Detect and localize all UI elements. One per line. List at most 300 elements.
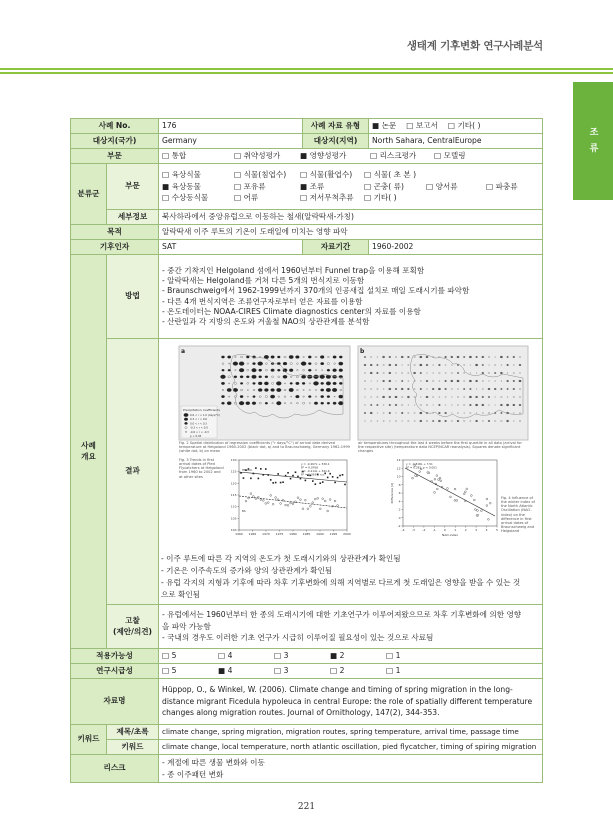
map-a-dot — [233, 388, 238, 392]
map-b-dot — [451, 420, 452, 421]
map-b-dot — [370, 404, 372, 405]
map-a-dot — [271, 376, 273, 378]
map-b-dot — [426, 396, 428, 398]
map-a-dot — [276, 401, 281, 405]
map-b-dot — [364, 372, 365, 373]
map-b-dot — [401, 404, 403, 405]
map-a-dot — [259, 402, 261, 404]
map-b-dot — [513, 365, 514, 366]
map-a-dot — [239, 368, 244, 372]
method-item: - 다른 4개 번식지역은 조류연구자로부터 얻은 자료를 이용함 — [162, 296, 363, 306]
map-a-dot — [221, 382, 224, 385]
map-b-dot — [506, 420, 508, 422]
chart-a-xtick-label: 1985 — [302, 532, 311, 536]
map-b-dot — [463, 380, 464, 381]
map-b-dot — [420, 388, 422, 389]
class-option: □ 육상식물 — [162, 169, 201, 179]
map-b-dot — [519, 380, 522, 382]
map-a-dot — [315, 370, 317, 371]
row-sector — [71, 149, 543, 164]
map-b-dot — [427, 373, 428, 374]
map-b-dot — [470, 421, 471, 422]
sector-option: □ 리스크평가 — [370, 150, 417, 160]
map-b-dot — [402, 365, 403, 366]
map-a-dot — [277, 356, 280, 358]
map-b-dot — [439, 397, 440, 398]
result-item: - 유럽 각지의 지형과 기후에 따라 차후 기후변화에 의해 지역별로 다르게 첫 도래일은 영향을 받을 수 있는 것 — [161, 577, 521, 587]
map-b-dot — [463, 356, 465, 357]
row-keywords — [71, 740, 543, 755]
map-b-dot — [433, 405, 434, 406]
map-a-dot — [302, 382, 305, 384]
map-a-dot — [339, 356, 342, 358]
map-b-dot — [469, 404, 471, 406]
map-b-dot — [445, 420, 447, 422]
map-b-dot — [377, 381, 378, 382]
classification-label: 분류군 — [71, 164, 107, 225]
map-a-dot — [278, 396, 280, 397]
map-b-dot — [469, 396, 472, 398]
map-b-dot — [506, 404, 509, 406]
chart-a-point-bs — [334, 500, 336, 502]
map-a-dot — [333, 402, 336, 405]
climate-factor-label: 기후인자 — [71, 240, 159, 255]
map-b-dot — [445, 380, 447, 381]
map-b-dot — [451, 380, 453, 382]
applicability-option: □ 4 — [218, 650, 233, 660]
map-b-dot — [376, 404, 378, 405]
map-b-dot — [519, 420, 521, 421]
map-a-dot — [246, 376, 249, 378]
chart-b-ytick-label: 8 — [398, 482, 401, 487]
chart-a-ytick-label: 115 — [230, 493, 237, 497]
chart-a-point-helgo — [295, 471, 297, 473]
chart-a-point-helgo — [342, 474, 344, 476]
map-a-dot — [253, 382, 256, 384]
map-b-dot — [364, 389, 365, 390]
chart-a-point-bs — [275, 497, 277, 499]
map-b-dot — [463, 420, 465, 421]
map-a-dot — [290, 403, 291, 404]
map-b-dot — [470, 365, 471, 366]
map-b-dot — [457, 356, 459, 358]
map-b-dot — [513, 404, 515, 406]
chart-a-point-bs — [337, 505, 339, 507]
page-number: 221 — [297, 802, 316, 812]
map-b-dot — [501, 420, 503, 421]
chart-a-point-helgo — [312, 480, 314, 482]
map-a-dot — [264, 382, 268, 385]
map-a-dot — [277, 369, 280, 371]
map-b-dot — [476, 373, 477, 374]
map-b-dot — [457, 388, 458, 389]
row-review — [71, 605, 543, 649]
applicability-option: □ 1 — [386, 650, 401, 660]
chart-a-point-bs — [287, 504, 289, 506]
map-b-dot — [395, 420, 396, 421]
map-a-dot — [339, 382, 342, 384]
map-b-dot — [500, 372, 502, 374]
map-b-dot — [420, 397, 421, 398]
map-caption-b — [358, 441, 528, 455]
map-b-dot — [382, 356, 384, 358]
map-b-dot — [377, 388, 378, 389]
chart-a-point-bs — [267, 502, 269, 504]
map-b-dot — [457, 372, 459, 373]
chart-b-point — [486, 498, 488, 500]
map-b-dot — [383, 405, 384, 406]
chart-a-point-helgo — [297, 476, 299, 478]
map-b-panel — [358, 346, 528, 440]
chart-b-xtick-label: 0 — [443, 528, 446, 532]
risk-item: - 계절에 따른 생물 변화와 이동 — [162, 757, 265, 767]
chart-b-ytick-label: 0 — [398, 515, 401, 520]
map-b-dot — [414, 420, 415, 421]
map-caption-b-text: air temperatures throughout the last 4 weeks before the first quartile in all data (arrival for the respective site) (temperature data NCEP/NCAR reanalysis). Squares denote significant changes — [358, 441, 522, 454]
map-a-dot — [228, 396, 229, 397]
map-a-dot — [339, 362, 343, 365]
map-b-dot — [383, 364, 385, 365]
map-a-dot — [334, 363, 336, 364]
urgency-option: □ 3 — [274, 665, 289, 675]
map-a-dot — [235, 356, 237, 357]
method-item: - Braunschweig에서 1962-1999년까지 370개의 인공새집 설치로 매일 도래시기를 파악함 — [162, 286, 470, 296]
map-b-dot — [519, 373, 520, 374]
chart-a-ytick-label: 105 — [230, 516, 237, 521]
chart-b-point — [470, 495, 472, 497]
map-a-dot — [247, 396, 248, 397]
map-a-dot — [334, 396, 335, 397]
map-b-dot — [475, 420, 477, 422]
reference-value: Hüppop, O., & Winkel, W. (2006). Climate change and timing of spring migration in the long-distance migrant Ficedula hypoleuca in central Europe: the role of spatially different temperature changes along migration routes. Journal of Ornithology, 147(2), 344-353. — [159, 679, 543, 725]
chart-a-xtick-label: 1980 — [289, 532, 297, 536]
data-type-label: 사례 자료 유형 — [303, 119, 369, 134]
legend-item-label: -0.3 < r < 0.0 — [190, 426, 208, 430]
map-a-dot — [235, 370, 237, 371]
map-a-dot — [221, 402, 224, 404]
map-b-dot — [370, 388, 371, 389]
map-a-dot — [321, 402, 324, 404]
chart-a-point-helgo — [270, 479, 272, 481]
chart-a-point-helgo — [305, 480, 307, 482]
map-b-dot — [457, 413, 458, 414]
map-b-dot — [408, 372, 410, 373]
map-b-dot — [513, 396, 515, 397]
map-a-dot — [309, 389, 311, 390]
map-a-dot — [284, 396, 286, 397]
map-b-dot — [389, 364, 391, 366]
chart-a-point-bs — [312, 502, 314, 504]
map-a-dot — [296, 382, 300, 385]
chart-a-point-helgo — [290, 478, 292, 480]
map-a-dot — [283, 375, 287, 378]
chart-a-point-helgo — [339, 475, 341, 477]
map-a-dot — [303, 389, 304, 390]
map-b-dot — [475, 364, 478, 366]
map-b-dot — [463, 404, 465, 405]
review-label-line: 고찰 — [125, 616, 140, 626]
map-a-dot — [301, 362, 306, 366]
map-b-dot — [396, 381, 397, 382]
map-b-dot — [382, 396, 384, 398]
chart-b-point — [481, 510, 483, 512]
chart-b-ylabel: Difference [d] — [390, 482, 394, 504]
map-a-dot — [327, 396, 330, 398]
map-b-dot — [401, 380, 403, 381]
map-caption-a — [179, 441, 350, 455]
map-b-dot — [513, 421, 514, 422]
map-b-dot — [519, 396, 520, 397]
chart-b-xtick-label: 3 — [475, 528, 478, 532]
legend-symbol — [184, 413, 188, 416]
review-label-line: (제안/의견) — [112, 626, 153, 636]
map-a-dot — [321, 382, 324, 384]
map-a-dot — [265, 396, 267, 398]
map-a-dot — [327, 363, 330, 365]
map-a-dot — [246, 356, 249, 358]
chart-b-point — [477, 510, 479, 512]
chart-a-eq: y = -0.214x + 541.6 — [301, 469, 330, 473]
climate-factor-value: SAT — [159, 240, 303, 255]
map-a-dot — [271, 356, 275, 359]
chart-a-point-bs — [322, 498, 324, 500]
map-b-dot — [401, 396, 403, 397]
map-a-dot — [271, 369, 275, 372]
map-b-dot — [457, 380, 460, 382]
map-b-dot — [507, 364, 509, 365]
map-b-dot — [495, 405, 496, 406]
map-a-dot — [284, 383, 285, 384]
chart-a-point-helgo — [319, 482, 321, 484]
chart-a-point-bs — [252, 496, 254, 498]
map-a-dot — [290, 382, 293, 384]
applicability-option: □ 3 — [274, 650, 289, 660]
chart-b-point — [436, 475, 438, 477]
applicability-option: □ 5 — [162, 650, 177, 660]
class-option: ■ 육상동물 — [162, 181, 201, 191]
map-a-dot — [229, 383, 230, 384]
map-b-dot — [426, 356, 428, 358]
class-option: □ 포유류 — [234, 181, 266, 191]
map-b-dot — [513, 372, 515, 373]
row-result — [71, 339, 543, 605]
map-b-dot — [401, 412, 403, 413]
result-item: - 기온은 이주속도의 증가와 양의 상관관계가 확인됨 — [161, 566, 333, 576]
chart-a-point-bs — [327, 510, 329, 512]
map-a-dot — [303, 356, 305, 357]
applicability-option: ■ 2 — [330, 650, 345, 660]
map-b-dot — [376, 372, 378, 373]
map-b-dot — [371, 421, 372, 422]
map-a-dot — [272, 403, 274, 404]
map-a-dot — [264, 389, 268, 392]
map-a-dot — [326, 388, 331, 391]
chart-b-xtick-label: -4 — [401, 528, 405, 532]
legend-item-label: -0.6 < r < -0.3 — [190, 430, 209, 434]
map-b-dot — [365, 397, 366, 398]
map-a-dot — [271, 383, 273, 385]
chart-a-point-bs — [307, 508, 309, 510]
map-b-dot — [439, 381, 440, 382]
map-b-dot — [445, 397, 446, 398]
chart-a-ytick-label: 100 — [230, 528, 237, 532]
map-b-dot — [438, 404, 440, 405]
map-b-dot — [507, 380, 509, 382]
map-b-dot — [432, 420, 434, 421]
sector-label: 부문 — [71, 149, 159, 164]
map-a-dot — [314, 402, 318, 405]
map-b-dot — [414, 356, 416, 357]
map-b-dot — [395, 364, 397, 366]
map-b-dot — [495, 357, 496, 358]
chart-b-point — [466, 488, 468, 490]
map-b-dot — [370, 412, 372, 414]
map-b-dot — [488, 420, 490, 421]
class-option: □ 식물( 초 본 ) — [364, 169, 417, 179]
map-b-dot — [519, 356, 521, 357]
map-a-dot — [253, 396, 256, 398]
map-b-dot — [513, 356, 515, 357]
map-b-dot — [389, 421, 390, 422]
map-a-dot — [290, 376, 292, 377]
map-b-dot — [489, 365, 490, 366]
row-method — [71, 255, 543, 339]
map-b-dot — [420, 372, 422, 373]
map-a-dot — [252, 375, 257, 378]
map-b-dot — [377, 421, 378, 422]
method-item: - 알락딱새는 Helgoland를 거쳐 다른 5개의 번식지로 이동함 — [162, 276, 365, 285]
map-a-dot — [240, 395, 243, 397]
map-b-dot — [401, 356, 403, 358]
map-b-dot — [451, 397, 452, 398]
map-b-dot — [482, 372, 484, 374]
chart-a-caption-text: Fig. 3 Trends in first arrival dates of Pied Flycatchers at Helgoland from 1960 to 2002 and at other sites — [179, 458, 224, 479]
map-a-dot — [222, 389, 224, 390]
chart-a-xtick-label: 1965 — [248, 532, 257, 536]
map-a-dot — [296, 389, 298, 390]
map-a-dot — [227, 356, 230, 359]
map-a-dot — [247, 369, 249, 371]
map-b-dot — [501, 381, 502, 382]
chart-a-point-bs — [265, 503, 267, 505]
chart-a-point-helgo — [258, 478, 260, 480]
row-keywords-title — [71, 725, 543, 740]
map-b-dot — [408, 381, 409, 382]
chart-a-xtick-label: 1970 — [262, 532, 270, 536]
map-b-dot — [383, 380, 385, 382]
map-a-dot — [283, 362, 287, 365]
chart-b-frame — [403, 460, 497, 526]
chart-a-point-bs — [309, 505, 311, 507]
map-b-dot — [364, 356, 366, 357]
map-b-dot — [395, 356, 397, 357]
map-b-dot — [432, 388, 434, 390]
result-label: 결과 — [107, 339, 159, 605]
urgency-option: ■ 4 — [218, 665, 233, 675]
map-b-dot — [501, 388, 503, 389]
map-b-dot — [463, 388, 465, 389]
legend-symbol — [185, 431, 187, 432]
map-a-dot — [296, 395, 300, 398]
review-item: 을 파악 가능함 — [162, 621, 211, 631]
map-a-dot — [278, 376, 280, 378]
row-urgency — [71, 664, 543, 679]
map-b-dot — [377, 413, 378, 414]
map-a-dot — [301, 375, 305, 378]
map-b-dot — [463, 396, 464, 397]
map-a-dot — [228, 363, 229, 364]
map-b-dot — [500, 404, 502, 406]
chart-b-point — [447, 488, 449, 490]
map-b-dot — [364, 405, 365, 406]
chart-b-ytick-label: -2 — [397, 524, 401, 528]
detail-value: 북사하라에서 중앙유럽으로 이동하는 철새(알락딱새-가칭) — [159, 210, 543, 225]
map-a-dot — [253, 389, 255, 390]
chart-a-ytick-label: 125 — [230, 469, 237, 474]
chart-a-xtick-label: 1960 — [235, 532, 243, 536]
map-b-dot — [488, 412, 490, 413]
map-b-dot — [519, 364, 521, 366]
chart-b-xtick-label: -2 — [422, 528, 426, 532]
map-a-dot — [228, 376, 230, 378]
map-a-dot — [247, 383, 249, 385]
map-b-dot — [432, 396, 433, 397]
map-b-dot — [475, 380, 477, 382]
map-b-dot — [370, 356, 372, 357]
row-risk — [71, 755, 543, 783]
map-b-dot — [401, 388, 403, 390]
region-value: North Sahara, CentralEurope — [369, 134, 543, 149]
map-b-dot — [476, 413, 477, 414]
row-detail — [71, 210, 543, 225]
chart-a-point-helgo — [260, 468, 262, 470]
chart-b-point — [456, 500, 458, 502]
map-b-dot — [488, 405, 489, 406]
review-label — [107, 605, 159, 649]
keywords-title-value: climate change, spring migration, migration routes, spring temperature, arrival time, passage time — [159, 725, 543, 740]
map-a-dot — [252, 402, 256, 405]
review-item: - 국내의 경우도 이러한 기초 연구가 시급히 이루어질 필요성이 있는 것으로 사료됨 — [162, 633, 434, 643]
map-b-dot — [494, 364, 496, 365]
map-b-dot — [395, 404, 397, 405]
map-a-dot — [308, 362, 311, 364]
chart-a-frame — [239, 460, 347, 530]
map-b-dot — [488, 356, 490, 357]
chart-b-xtick-label: 2 — [464, 528, 467, 532]
chart-a-point-helgo — [287, 472, 289, 474]
map-b-dot — [513, 380, 515, 381]
map-b-dot — [396, 413, 397, 414]
chart-b-point — [487, 518, 489, 520]
map-b-dot — [414, 412, 415, 413]
map-a-dot — [290, 363, 292, 365]
region-label: 대상지(지역) — [303, 134, 369, 149]
country-value: Germany — [159, 134, 303, 149]
chart-b-point — [438, 479, 440, 481]
map-a-dot — [309, 383, 311, 384]
chart-a-point-bs — [319, 508, 321, 510]
class-option: □ 식물(활엽수) — [300, 169, 353, 179]
map-a-dot — [220, 375, 225, 379]
map-b-dot — [389, 412, 391, 413]
chart-b-ytick-label: 14 — [396, 458, 401, 462]
map-b-dot — [445, 356, 447, 358]
map-b-dot — [475, 396, 477, 398]
map-b-dot — [383, 420, 384, 421]
chart-a-point-bs — [270, 495, 272, 497]
map-b-dot — [438, 412, 440, 414]
map-b-dot — [389, 372, 391, 374]
